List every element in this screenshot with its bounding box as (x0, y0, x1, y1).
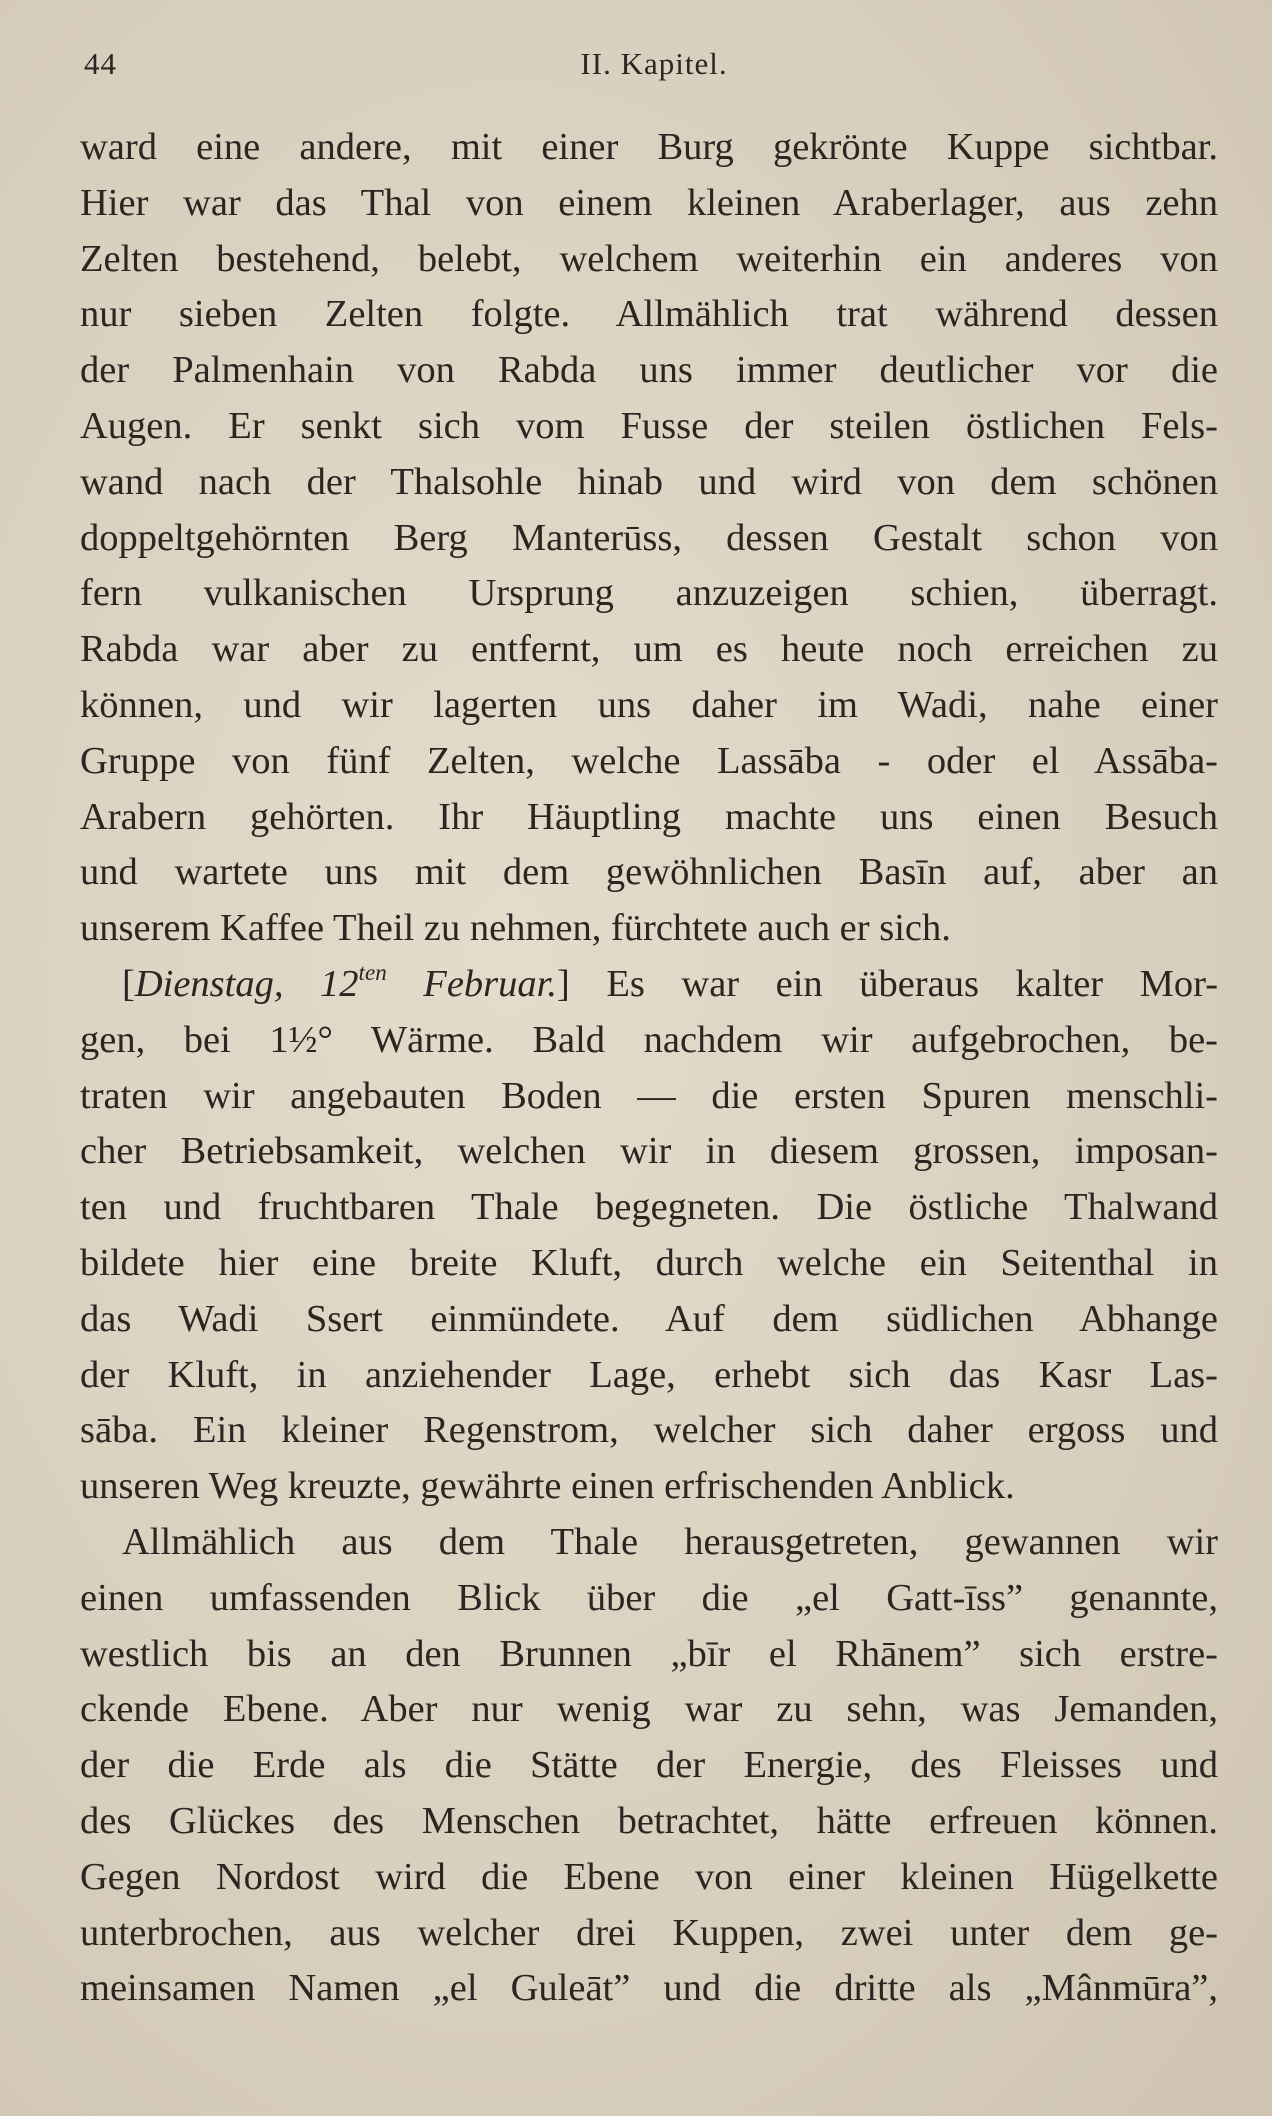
text-line: wand nach der Thalsohle hinab und wird von dem schönen (80, 460, 1218, 503)
text-line: ckende Ebene. Aber nur wenig war zu sehn, was Jemanden, (80, 1688, 1218, 1731)
text-line: einen umfassenden Blick über die „el Gatt-īss” genannte, (80, 1576, 1218, 1619)
text-line: Augen. Er senkt sich vom Fusse der steilen östlichen Fels- (80, 404, 1218, 447)
date-line (80, 957, 1218, 1013)
text-line: Gegen Nordost wird die Ebene von einer kleinen Hügelkette (80, 1855, 1218, 1898)
text-line: das Wadi Ssert einmündete. Auf dem südlichen Abhange (80, 1297, 1218, 1340)
text-line: fern vulkanischen Ursprung anzuzeigen schien, überragt. (80, 572, 1218, 615)
running-head: II. Kapitel. (580, 46, 728, 81)
text-line: Gruppe von fünf Zelten, welche Lassāba - oder el Assāba- (80, 739, 1218, 782)
text-line: cher Betriebsamkeit, welchen wir in diesem grossen, imposan- (80, 1130, 1218, 1173)
text-line: der die Erde als die Stätte der Energie, des Fleisses und (80, 1744, 1218, 1787)
text-line: der Palmenhain von Rabda uns immer deutlicher vor die (80, 349, 1218, 392)
text-line: unserem Kaffee Theil zu nehmen, fürchtete auch er sich. (80, 907, 951, 950)
text-line: können, und wir lagerten uns daher im Wadi, nahe einer (80, 683, 1218, 726)
text-line: unseren Weg kreuzte, gewährte einen erfrischenden Anblick. (80, 1465, 1015, 1508)
date-day-suffix: ten (358, 958, 387, 985)
text-line: doppeltgehörnten Berg Manterūss, dessen Gestalt schon von (80, 516, 1218, 559)
bracket-close: ] (556, 962, 570, 1005)
text-line: Rabda war aber zu entfernt, um es heute noch erreichen zu (80, 628, 1218, 671)
text-line: meinsamen Namen „el Guleāt” und die dritte als „Mânmūra”, (80, 1967, 1218, 2010)
text-line: des Glückes des Menschen betrachtet, hätte erfreuen können. (80, 1799, 1218, 1842)
date-day: 12 (320, 962, 359, 1005)
text-line: ward eine andere, mit einer Burg gekrönte Kuppe sichtbar. (80, 126, 1218, 168)
text-line: sāba. Ein kleiner Regenstrom, welcher sich daher ergoss und (80, 1409, 1218, 1452)
text-line: der Kluft, in anziehender Lage, erhebt sich das Kasr Las- (80, 1353, 1218, 1396)
page-header (84, 46, 1224, 86)
text-line: nur sieben Zelten folgte. Allmählich trat während dessen (80, 293, 1218, 336)
text-line: bildete hier eine breite Kluft, durch welche ein Seitenthal in (80, 1241, 1218, 1284)
text-line: Hier war das Thal von einem kleinen Araberlager, aus zehn (80, 181, 1218, 224)
date-weekday: Dienstag, (134, 962, 284, 1005)
text-line: ten und fruchtbaren Thale begegneten. Die östliche Thalwand (80, 1186, 1218, 1229)
text-line: Arabern gehörten. Ihr Häuptling machte uns einen Besuch (80, 795, 1218, 838)
text-line: westlich bis an den Brunnen „bīr el Rhānem” sich erstre- (80, 1632, 1218, 1675)
date-month: Februar. (423, 962, 557, 1005)
date-line-rest: Es war ein überaus kalter Mor- (606, 962, 1218, 1005)
text-line: und wartete uns mit dem gewöhnlichen Basīn auf, aber an (80, 851, 1218, 894)
body-text (80, 120, 1218, 2017)
text-line: Allmählich aus dem Thale herausgetreten, gewannen wir (122, 1520, 1218, 1563)
page-number: 44 (84, 46, 117, 81)
text-line: unterbrochen, aus welcher drei Kuppen, zwei unter dem ge- (80, 1911, 1218, 1954)
text-line: Zelten bestehend, belebt, welchem weiterhin ein anderes von (80, 237, 1218, 280)
text-line: gen, bei 1½° Wärme. Bald nachdem wir aufgebrochen, be- (80, 1018, 1218, 1061)
bracket-open: [ (122, 962, 135, 1005)
text-line: traten wir angebauten Boden — die ersten Spuren menschli- (80, 1074, 1218, 1117)
